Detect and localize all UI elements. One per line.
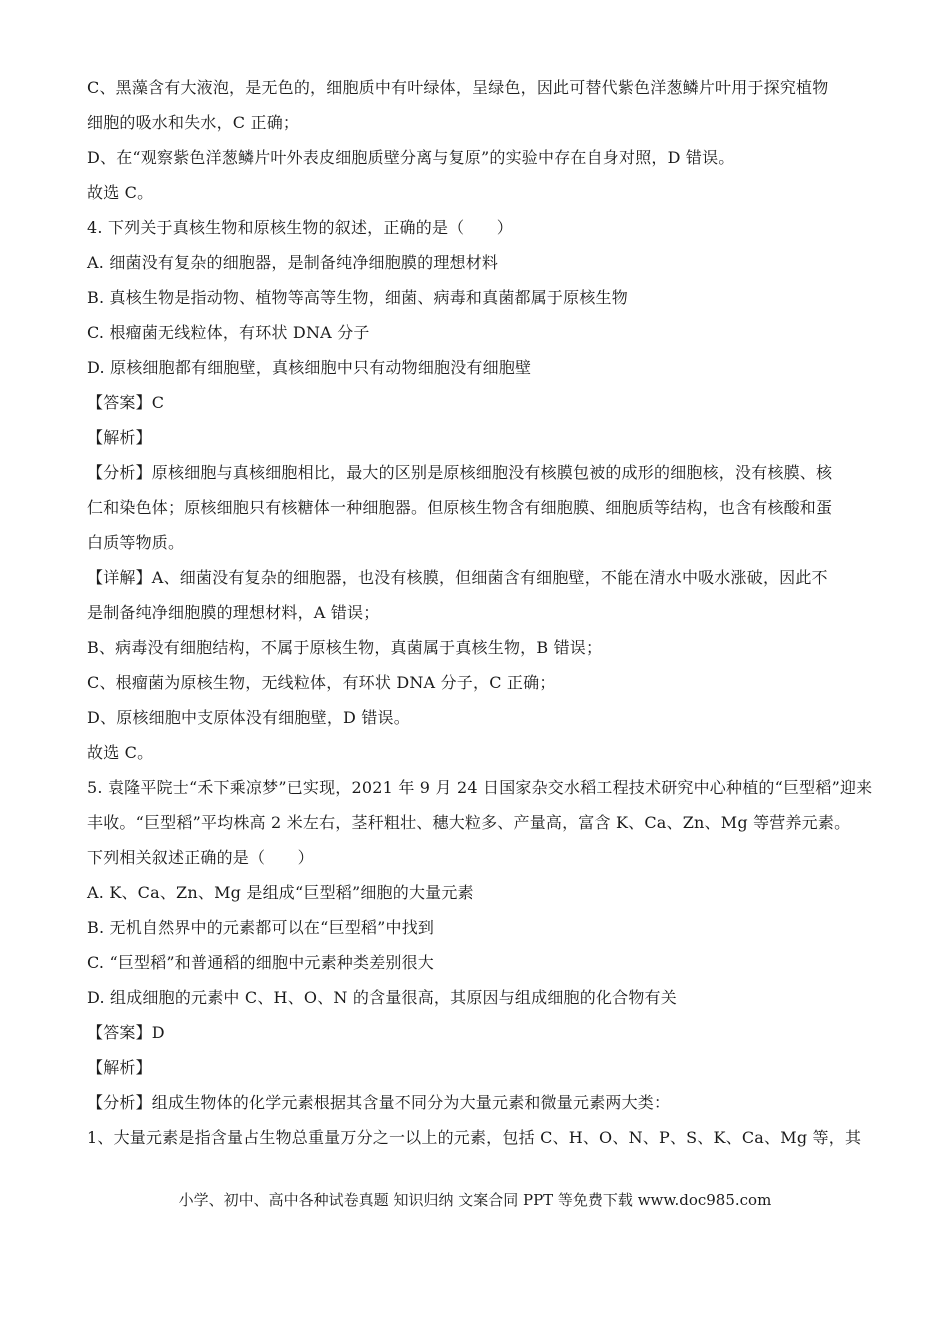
page-footer: 小学、初中、高中各种试卷真题 知识归纳 文案合同 PPT 等免费下载 www.doc985.com (178, 1191, 772, 1209)
question-4-option-a: A. 细菌没有复杂的细胞器，是制备纯净细胞膜的理想材料 (87, 253, 499, 272)
question-5-stem: 下列相关叙述正确的是（ ） (87, 848, 314, 867)
text-line: 故选 C。 (87, 183, 154, 202)
question-5-stem: 5. 袁隆平院士“禾下乘凉梦”已实现，2021 年 9 月 24 日国家杂交水稻工程技术研究中心种植的“巨型稻”迎来 (87, 778, 873, 797)
document-body (87, 70, 873, 1155)
text-line: D、原核细胞中支原体没有细胞壁，D 错误。 (87, 708, 410, 727)
text-line: 故选 C。 (87, 743, 154, 762)
text-line: D、在“观察紫色洋葱鳞片叶外表皮细胞质壁分离与复原”的实验中存在自身对照，D 错误。 (87, 148, 735, 167)
question-4-option-d: D. 原核细胞都有细胞壁，真核细胞中只有动物细胞没有细胞壁 (87, 358, 532, 377)
text-line: 细胞的吸水和失水，C 正确； (87, 113, 300, 132)
text-line: C、根瘤菌为原核生物，无线粒体，有环状 DNA 分子，C 正确； (87, 673, 556, 692)
question-5-option-c: C. “巨型稻”和普通稻的细胞中元素种类差别很大 (87, 953, 435, 972)
question-5-option-b: B. 无机自然界中的元素都可以在“巨型稻”中找到 (87, 918, 435, 937)
question-5-answer: 【答案】D (87, 1023, 165, 1042)
question-5-stem: 丰收。“巨型稻”平均株高 2 米左右，茎秆粗壮、穗大粒多、产量高，富含 K、Ca、Zn、Mg 等营养元素。 (87, 813, 851, 832)
text-line: 【分析】原核细胞与真核细胞相比，最大的区别是原核细胞没有核膜包被的成形的细胞核，没有核膜、核 (87, 463, 833, 482)
text-line: 【分析】组成生物体的化学元素根据其含量不同分为大量元素和微量元素两大类： (87, 1093, 671, 1112)
text-line: 仁和染色体；原核细胞只有核糖体一种细胞器。但原核生物含有细胞膜、细胞质等结构，也含有核酸和蛋 (87, 498, 833, 517)
question-4-option-c: C. 根瘤菌无线粒体，有环状 DNA 分子 (87, 323, 370, 342)
text-line: 是制备纯净细胞膜的理想材料，A 错误； (87, 603, 380, 622)
text-line: C、黑藻含有大液泡，是无色的，细胞质中有叶绿体，呈绿色，因此可替代紫色洋葱鳞片叶用于探究植物 (87, 78, 829, 97)
text-line: 白质等物质。 (87, 533, 185, 552)
text-line: 【详解】A、细菌没有复杂的细胞器，也没有核膜，但细菌含有细胞壁，不能在清水中吸水涨破，因此不 (87, 568, 828, 587)
question-4-analysis-heading: 【解析】 (87, 428, 152, 447)
question-5-analysis-heading: 【解析】 (87, 1058, 152, 1077)
question-4-option-b: B. 真核生物是指动物、植物等高等生物，细菌、病毒和真菌都属于原核生物 (87, 288, 628, 307)
question-4-answer: 【答案】C (87, 393, 165, 412)
text-line: B、病毒没有细胞结构，不属于原核生物，真菌属于真核生物，B 错误； (87, 638, 603, 657)
question-4-stem: 4. 下列关于真核生物和原核生物的叙述，正确的是（ ） (87, 218, 513, 237)
text-line: 1、大量元素是指含量占生物总重量万分之一以上的元素，包括 C、H、O、N、P、S、K、Ca、Mg 等，其 (87, 1128, 862, 1147)
question-5-option-a: A. K、Ca、Zn、Mg 是组成“巨型稻”细胞的大量元素 (87, 883, 474, 902)
question-5-option-d: D. 组成细胞的元素中 C、H、O、N 的含量很高，其原因与组成细胞的化合物有关 (87, 988, 677, 1007)
